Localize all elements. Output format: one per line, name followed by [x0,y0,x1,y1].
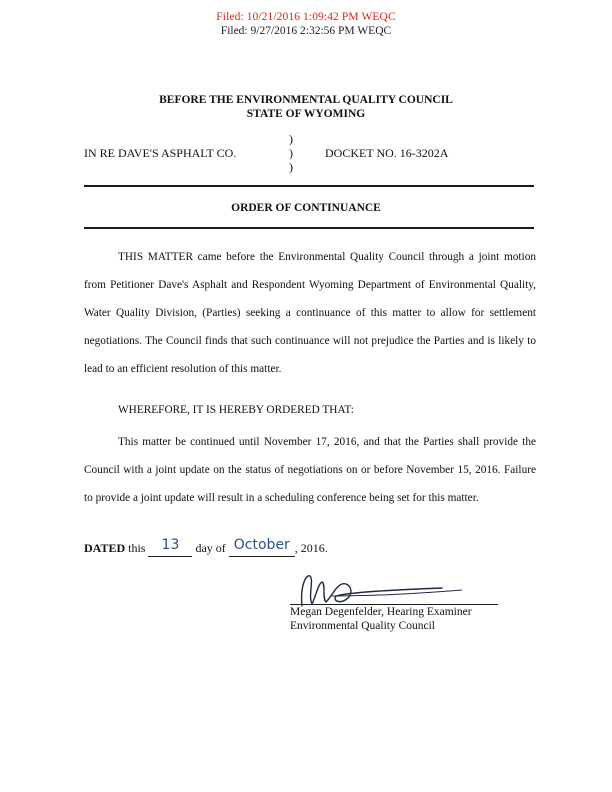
signature-line [290,604,498,605]
paragraph-1-text: THIS MATTER came before the Environmental Quality Council through a joint motion from Petitioner Dave's Asphalt and Respondent Wyoming Department of Environmental Quality, Water Quality Division, (Parties) seeking a continuance of this matter to allow for settlement negotiations. The Council finds that such continuance will not prejudice the Parties and is likely to lead to an efficient resolution of this matter. [84,251,536,375]
dated-label: DATED [84,541,126,555]
order-title: ORDER OF CONTINUANCE [231,202,381,214]
month-blank [229,537,295,557]
body-paragraph-1 [84,243,536,383]
dated-day-of: day of [195,541,226,555]
council-heading: BEFORE THE ENVIRONMENTAL QUALITY COUNCIL [159,94,453,106]
signer-name: Megan Degenfelder, Hearing Examiner [290,606,472,618]
dated-this: this [128,541,146,555]
caption-rule-top [84,185,534,187]
filed-stamp-red: Filed: 10/21/2016 1:09:42 PM WEQC [216,11,396,23]
caption-paren-middle: ) [289,146,293,160]
signer-organization: Environmental Quality Council [290,620,436,632]
caption-paren-bottom: ) [289,160,293,174]
signature-stroke [302,576,442,606]
paragraph-2-text: This matter be continued until November 17, 2016, and that the Parties shall provide the Council with a joint update on the status of negotiations on or before November 15, 2016. Failure to provide a joint update will result in a scheduling conference being set for this matter. [84,436,536,504]
dated-line [84,537,328,557]
caption-paren-top: ) [289,132,293,146]
dated-year: , 2016. [294,541,328,555]
caption-rule-bottom [84,227,534,229]
docket-number: DOCKET NO. 16-3202A [325,146,449,160]
filed-stamp-black: Filed: 9/27/2016 2:32:56 PM WEQC [220,25,392,37]
state-heading: STATE OF WYOMING [246,108,366,120]
case-name: IN RE DAVE'S ASPHALT CO. [84,146,237,160]
day-handwritten: 13 [161,537,180,553]
month-handwritten: October [233,537,290,553]
day-blank [148,537,192,557]
body-paragraph-2 [84,428,536,512]
wherefore-clause: WHEREFORE, IT IS HEREBY ORDERED THAT: [118,404,354,416]
